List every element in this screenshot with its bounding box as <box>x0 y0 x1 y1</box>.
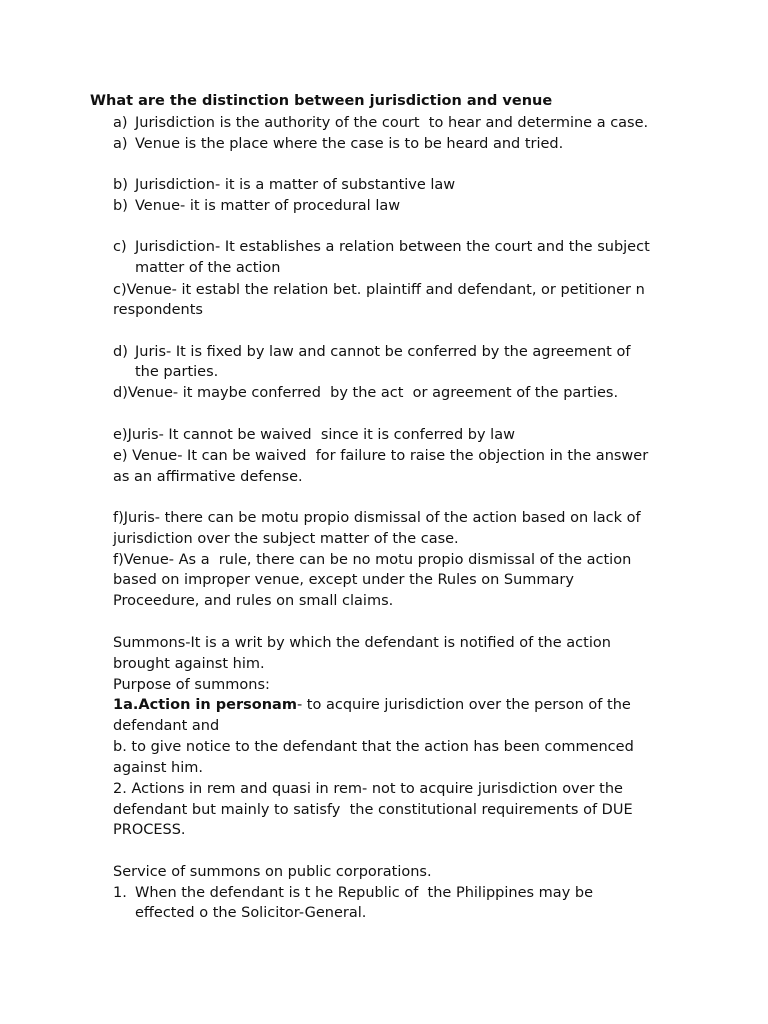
list-marker: b) <box>113 177 128 193</box>
list-item-b-venue: Venue- it is matter of procedural law <box>135 198 401 214</box>
list-item-b-jurisdiction: Jurisdiction- it is a matter of substantive law <box>135 177 456 193</box>
summons-purpose-heading: Purpose of summons: <box>113 677 270 693</box>
list-item-f-venue-cont: Proceedure, and rules on small claims. <box>113 593 394 609</box>
list-item-a-venue: Venue is the place where the case is to be heard and tried. <box>135 136 564 152</box>
list-item-f-jurisdiction-cont: jurisdiction over the subject matter of the case. <box>113 531 459 547</box>
list-item-c-jurisdiction: Jurisdiction- It establishes a relation between the court and the subject <box>135 239 650 255</box>
service-item-1: When the defendant is t he Republic of the Philippines may be <box>135 885 594 901</box>
list-item-d-jurisdiction-cont: the parties. <box>135 364 219 380</box>
list-marker: a) <box>113 136 128 152</box>
action-in-personam-label: 1a.Action in personam <box>113 697 297 713</box>
list-item-e-jurisdiction: e)Juris- It cannot be waived since it is conferred by law <box>113 427 515 443</box>
summons-purpose-1a <box>113 695 631 715</box>
summons-purpose-1b-cont: against him. <box>113 760 203 776</box>
service-heading: Service of summons on public corporations. <box>113 864 432 880</box>
list-item-d-jurisdiction: Juris- It is fixed by law and cannot be conferred by the agreement of <box>135 344 631 360</box>
list-marker: d) <box>113 344 128 360</box>
document-title: What are the distinction between jurisdiction and venue <box>90 93 553 109</box>
list-marker: 1. <box>113 885 127 901</box>
list-marker: a) <box>113 115 128 131</box>
list-item-f-jurisdiction: f)Juris- there can be motu propio dismissal of the action based on lack of <box>113 510 641 526</box>
summons-purpose-2: 2. Actions in rem and quasi in rem- not to acquire jurisdiction over the <box>113 781 623 797</box>
list-item-c-venue-cont: respondents <box>113 302 203 318</box>
summons-purpose-1b: b. to give notice to the defendant that the action has been commenced <box>113 739 634 755</box>
list-item-a-jurisdiction: Jurisdiction is the authority of the court to hear and determine a case. <box>135 115 649 131</box>
list-item-d-venue: d)Venue- it maybe conferred by the act or agreement of the parties. <box>113 385 619 401</box>
summons-purpose-1a-cont: defendant and <box>113 718 220 734</box>
list-item-e-venue: e) Venue- It can be waived for failure to raise the objection in the answer <box>113 448 649 464</box>
summons-purpose-2-cont: PROCESS. <box>113 822 186 838</box>
list-item-c-jurisdiction-cont: matter of the action <box>135 260 281 276</box>
service-item-1-cont: effected o the Solicitor-General. <box>135 905 367 921</box>
list-item-c-venue: c)Venue- it establ the relation bet. plaintiff and defendant, or petitioner n <box>113 282 645 298</box>
summons-definition-cont: brought against him. <box>113 656 265 672</box>
list-item-f-venue: f)Venue- As a rule, there can be no motu propio dismissal of the action <box>113 552 632 568</box>
list-item-f-venue-cont: based on improper venue, except under the Rules on Summary <box>113 572 574 588</box>
list-item-e-venue-cont: as an affirmative defense. <box>113 469 303 485</box>
action-in-personam-text: - to acquire jurisdiction over the person of the <box>296 697 631 713</box>
list-marker: b) <box>113 198 128 214</box>
summons-purpose-2-cont: defendant but mainly to satisfy the constitutional requirements of DUE <box>113 802 633 818</box>
list-marker: c) <box>113 239 127 255</box>
summons-definition: Summons-It is a writ by which the defendant is notified of the action <box>113 635 611 651</box>
